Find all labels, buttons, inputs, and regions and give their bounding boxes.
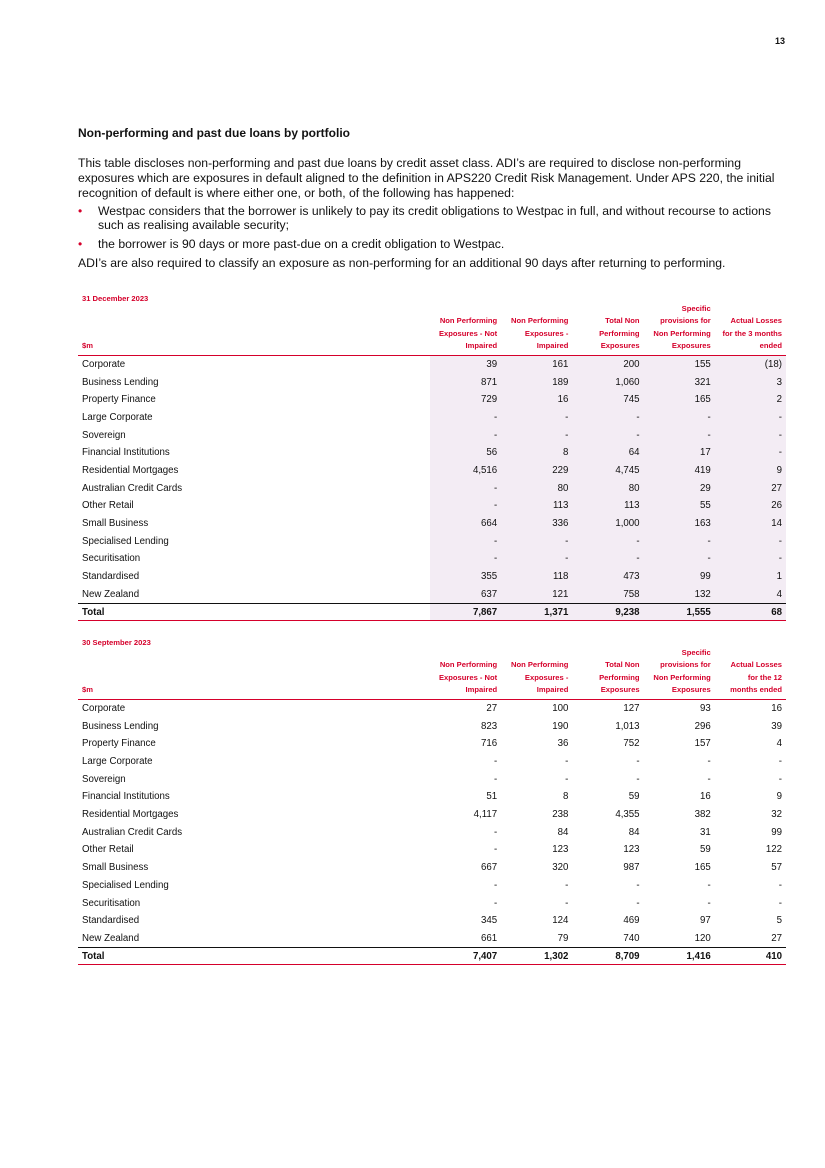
table-row [78,699,786,717]
table-cell: 113 [501,497,572,515]
bullet-item: • the borrower is 90 days or more past-due on a credit obligation to Westpac. [78,237,786,251]
row-label: Specialised Lending [82,535,169,547]
table-cell: 113 [572,497,643,515]
table-row [78,409,786,427]
table-cell: - [778,879,782,891]
table-cell: - [493,773,498,785]
table-cell: 123 [623,844,640,856]
table-row [78,930,786,948]
table-cell: - [644,409,715,427]
row-label: Sovereign [82,773,126,785]
table-row [78,497,786,515]
table-cell: - [430,426,501,444]
table-row [78,894,786,912]
table-cell: 17 [644,444,715,462]
table-cell: - [493,879,498,891]
table-cell: 8 [501,444,572,462]
table-cell: 121 [501,585,572,603]
table-cell: - [715,444,786,462]
table-cell: 27 [715,479,786,497]
bullet-item: • Westpac considers that the borrower is unlikely to pay its credit obligations to Westpac in full, and without recourse to actions such as realising available security; [78,204,786,232]
row-label: Sovereign [82,429,126,441]
total-cell: 68 [715,604,786,621]
table-row [78,444,786,462]
table-cell: - [636,897,640,909]
total-cell: 7,867 [430,604,501,621]
table-cell: - [493,897,498,909]
row-label: Other Retail [82,500,134,512]
column-header: Specific provisions for Non Performing Exposures [653,648,711,695]
table-cell: 823 [481,720,498,732]
table-cell: - [430,479,501,497]
column-header: Non Performing Exposures - Impaired [511,660,569,695]
table-cell: - [430,550,501,568]
table-cell: - [501,409,572,427]
table-cell: - [778,773,782,785]
table-cell: - [778,756,782,768]
table-row [78,373,786,391]
table-cell: - [636,773,640,785]
table-cell: 165 [644,391,715,409]
table-cell: 79 [557,932,569,944]
table-row [78,735,786,753]
column-header: Actual Losses for the 3 months ended [722,316,782,351]
column-header: Total Non Performing Exposures [599,316,640,351]
table-cell: 122 [765,844,782,856]
table-row [78,515,786,533]
table-cell: 1,000 [572,515,643,533]
table-cell: 2 [715,391,786,409]
row-label: New Zealand [82,932,140,944]
table-cell: 165 [694,862,711,874]
table-cell: 345 [481,915,498,927]
table-cell: 729 [430,391,501,409]
total-row [78,948,786,965]
table-cell: 124 [552,915,569,927]
table-cell: 752 [623,738,640,750]
table-cell: 4,745 [572,462,643,480]
table-cell: 355 [430,568,501,586]
table-cell: - [715,426,786,444]
table-cell: 758 [572,585,643,603]
table-cell: 320 [552,862,569,874]
table-cell: 871 [430,373,501,391]
table-cell: 4 [776,738,782,750]
row-label: Australian Credit Cards [82,826,183,838]
table-cell: 419 [644,462,715,480]
table-cell: 80 [501,479,572,497]
document-body [78,126,786,965]
table-cell: 26 [715,497,786,515]
table-row [78,717,786,735]
table-cell: 155 [644,355,715,373]
page-number: 13 [774,36,785,46]
table-cell: 1,060 [572,373,643,391]
outro-paragraph: ADI’s are also required to classify an exposure as non-performing for an additional 90 days after returning to performing. [78,256,726,270]
table-cell: 127 [623,702,640,714]
table-cell: 716 [481,738,498,750]
table-cell: 336 [501,515,572,533]
table-cell: 27 [486,702,498,714]
table-cell: - [636,879,640,891]
table-cell: 5 [776,915,782,927]
table-cell: 8 [563,791,569,803]
row-label: Small Business [82,862,149,874]
total-cell: 410 [715,948,786,965]
table-cell: 190 [552,720,569,732]
table-unit: $m [82,341,93,351]
table-cell: 100 [552,702,569,714]
table-cell: 64 [572,444,643,462]
table-cell: 161 [501,355,572,373]
column-header: Actual Losses for the 12 months ended [730,660,782,695]
table-row [78,462,786,480]
table-date: 31 December 2023 [82,294,149,303]
table-cell: 296 [694,720,711,732]
table-cell: 745 [572,391,643,409]
row-label: Other Retail [82,844,134,856]
row-label: Residential Mortgages [82,809,179,821]
table-cell: 16 [501,391,572,409]
table-cell: - [565,756,569,768]
total-cell: 8,709 [572,948,643,965]
table-cell: 39 [430,355,501,373]
table-cell: 97 [699,915,711,927]
row-label: Residential Mortgages [82,464,179,476]
table-cell: 469 [623,915,640,927]
table-cell: - [572,426,643,444]
table-row [78,770,786,788]
table-cell: - [707,773,711,785]
table-cell: 1,013 [615,720,640,732]
column-header: Non Performing Exposures - Not Impaired [438,660,498,695]
table-cell: 123 [552,844,569,856]
row-label: Business Lending [82,720,159,732]
row-label: Financial Institutions [82,791,170,803]
row-label: Corporate [82,358,126,370]
table-cell: - [572,409,643,427]
default-criteria-list [78,204,786,251]
table-cell: 4 [715,585,786,603]
table-cell: 29 [644,479,715,497]
table-cell: 56 [430,444,501,462]
table-cell: 321 [644,373,715,391]
table-cell: 661 [481,932,498,944]
table-row [78,585,786,603]
table-cell: 118 [501,568,572,586]
table-cell: 80 [572,479,643,497]
section-heading: Non-performing and past due loans by portfolio [78,126,350,140]
table-row [78,841,786,859]
table-header-label [78,637,430,699]
table-cell: 59 [699,844,711,856]
total-cell: 1,555 [644,604,715,621]
table-row [78,355,786,373]
table-row [78,532,786,550]
row-label: Australian Credit Cards [82,482,183,494]
table-cell: 132 [644,585,715,603]
total-cell: 1,416 [644,948,715,965]
table-cell: 4,355 [615,809,640,821]
table-cell: 667 [481,862,498,874]
row-label: Standardised [82,571,140,583]
table-row [78,877,786,895]
total-row [78,604,786,621]
table-cell: - [493,844,498,856]
row-label: Property Finance [82,738,156,750]
row-label: Small Business [82,518,149,530]
table-cell: 229 [501,462,572,480]
table-cell: - [565,773,569,785]
table-cell: - [430,532,501,550]
table-cell: - [501,532,572,550]
table-cell: 57 [771,862,782,874]
table-row [78,568,786,586]
table-row [78,788,786,806]
table-cell: - [501,426,572,444]
table-cell: 189 [501,373,572,391]
table-cell: 1 [715,568,786,586]
table-cell: - [565,879,569,891]
table-cell: - [778,897,782,909]
table-header-label [78,293,430,355]
table-cell: 16 [699,791,711,803]
table-cell: 99 [771,826,782,838]
table-cell: 16 [771,702,782,714]
table-cell: 55 [644,497,715,515]
row-label: Specialised Lending [82,879,169,891]
table-cell: - [644,550,715,568]
table-cell: - [715,550,786,568]
row-label: New Zealand [82,588,140,600]
table-cell: - [565,897,569,909]
table-cell: - [572,532,643,550]
table-cell: 84 [557,826,569,838]
table-cell: 99 [644,568,715,586]
table-row [78,550,786,568]
total-cell: 7,407 [430,948,501,965]
total-label: Total [78,948,430,965]
table-cell: 84 [628,826,640,838]
table-row [78,426,786,444]
column-header: Non Performing Exposures - Not Impaired [438,316,498,351]
sep-2023-table [78,637,786,965]
table-row [78,753,786,771]
table-row [78,806,786,824]
table-unit: $m [82,685,93,695]
table-cell: 59 [628,791,640,803]
table-row [78,859,786,877]
total-cell: 9,238 [572,604,643,621]
row-label: Property Finance [82,394,156,406]
table-cell: - [430,497,501,515]
row-label: Corporate [82,702,126,714]
table-cell: - [707,897,711,909]
table-cell: 93 [699,702,711,714]
intro-paragraph: This table discloses non-performing and past due loans by credit asset class. ADI’s are required to disclose non-performing exposures which are exposures in default aligned to the definition in APS220 Credit Risk Management. Under APS 220, the initial recognition of default is where either one, or both, of the following has happened: [78,156,775,200]
table-cell: - [636,756,640,768]
table-row [78,912,786,930]
table-cell: 200 [572,355,643,373]
row-label: Large Corporate [82,756,153,768]
table-cell: - [501,550,572,568]
column-header: Non Performing Exposures - Impaired [511,316,569,351]
table-row [78,479,786,497]
table-cell: 382 [694,809,711,821]
table-cell: 3 [715,373,786,391]
table-cell: 51 [486,791,498,803]
column-header: Total Non Performing Exposures [599,660,640,695]
table-cell: - [493,826,498,838]
table-cell: 120 [694,932,711,944]
table-cell: - [707,756,711,768]
table-cell: 9 [715,462,786,480]
table-cell: - [707,879,711,891]
table-cell: 4,516 [430,462,501,480]
row-label: Business Lending [82,376,159,388]
table-date: 30 September 2023 [82,638,151,648]
table-cell: 39 [771,720,782,732]
table-cell: - [572,550,643,568]
table-cell: 163 [644,515,715,533]
row-label: Standardised [82,915,140,927]
table-cell: - [715,409,786,427]
table-cell: 637 [430,585,501,603]
row-label: Financial Institutions [82,447,170,459]
table-cell: 9 [776,791,782,803]
row-label: Securitisation [82,553,141,565]
table-cell: 27 [771,932,782,944]
table-cell: 32 [771,809,782,821]
table-cell: - [644,426,715,444]
table-cell: (18) [715,355,786,373]
table-cell: 31 [699,826,711,838]
table-cell: 664 [430,515,501,533]
row-label: Large Corporate [82,411,153,423]
table-cell: 4,117 [473,809,498,821]
total-cell: 1,371 [501,604,572,621]
table-cell: 14 [715,515,786,533]
table-cell: - [493,756,498,768]
total-cell: 1,302 [501,948,572,965]
table-cell: 238 [552,809,569,821]
table-cell: 473 [572,568,643,586]
dec-2023-table [78,293,786,621]
row-label: Securitisation [82,897,141,909]
total-label: Total [78,604,430,621]
table-cell: 740 [623,932,640,944]
table-cell: 987 [623,862,640,874]
column-header: Specific provisions for Non Performing Exposures [653,303,711,351]
table-row [78,391,786,409]
table-cell: - [715,532,786,550]
table-row [78,823,786,841]
table-cell: 157 [694,738,711,750]
table-cell: - [430,409,501,427]
table-cell: 36 [557,738,569,750]
table-cell: - [644,532,715,550]
